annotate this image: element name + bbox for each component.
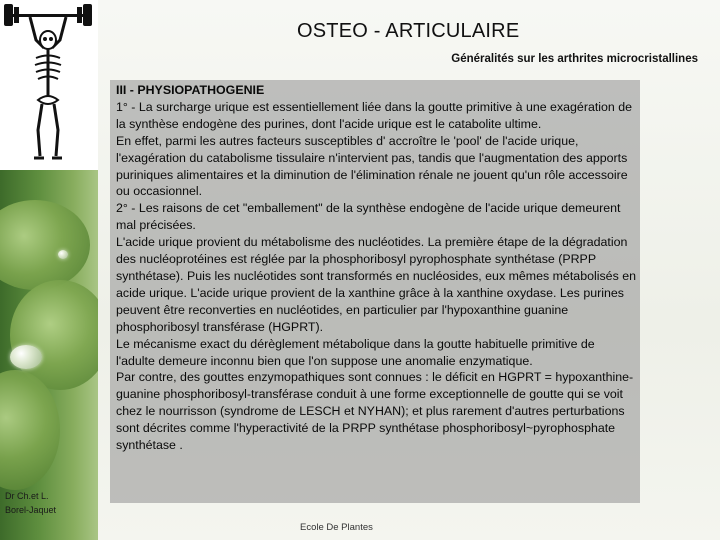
leaf-shape [0, 200, 90, 290]
decorative-plant-panel [0, 0, 98, 540]
skeleton-weightlifter-illustration [0, 0, 98, 170]
paragraph: 1° - La surcharge urique est essentiellement liée dans la goutte primitive à une exagération de la synthèse endogène des purines, dont l'acide urique est le catabolite ultime. [116, 99, 633, 131]
author-credit [5, 489, 95, 517]
paragraph: En effet, parmi les autres facteurs susceptibles d' accroître le 'pool' de l'acide urique, l'exagération du catabolisme tissulaire n'intervient pas, tandis que l'augmentation des apports puriniques alimentaires et la diminution de l'élimination rénale ne jouent qu'un rôle accessoire ou occasionnel. [116, 133, 628, 199]
slide-subtitle: Généralités sur les arthrites microcristallines [451, 53, 698, 65]
water-drop [10, 345, 42, 369]
footer-text: Ecole De Plantes [300, 522, 373, 533]
paragraph: 2° - Les raisons de cet "emballement" de la synthèse endogène de l'acide urique demeurent mal précisées. [116, 201, 621, 233]
slide-title: OSTEO - ARTICULAIRE [297, 20, 520, 42]
paragraph: Le mécanisme exact du dérèglement métabolique dans la goutte habituelle primitive de l'adulte demeure inconnu bien que l'on suppose une anomalie enzymatique. [116, 336, 595, 368]
content-text [116, 82, 636, 454]
illustration-area [0, 0, 98, 170]
section-heading: III - PHYSIOPATHOGENIE [116, 83, 265, 97]
water-drop [58, 250, 68, 259]
paragraph: L'acide urique provient du métabolisme des nucléotides. La première étape de la dégradation des nucléoprotéines est réglée par la phosphoribosyl pyrophosphate synthétase (PRPP synthétase). Puis les nucléotides sont transformés en nucléosides, eux mêmes métabolisés en acide urique. L'acide urique provient de la xanthine grâce à la xanthine oxydase. Les purines peuvent être reconverties en nucléotides, en particulier par l'hypoxanthine guanine phosphoribosyl transférase (HGPRT). [116, 235, 636, 334]
author-line: Borel-Jaquet [5, 505, 57, 515]
author-line: Dr Ch.et L. [5, 491, 49, 501]
paragraph: Par contre, des gouttes enzymopathiques sont connues : le déficit en HGPRT = hypoxanthine-guanine phosphoribosyl-transférase conduit à une forme exceptionnelle de goutte qui se voit chez le nourrisson (syndrome de LESCH et NYHAN); et plus rarement d'autres perturbations sont décrites comme l'hyperactivité de la PRPP synthétase phosphoribosyl~pyrophosphate synthétase . [116, 370, 634, 453]
